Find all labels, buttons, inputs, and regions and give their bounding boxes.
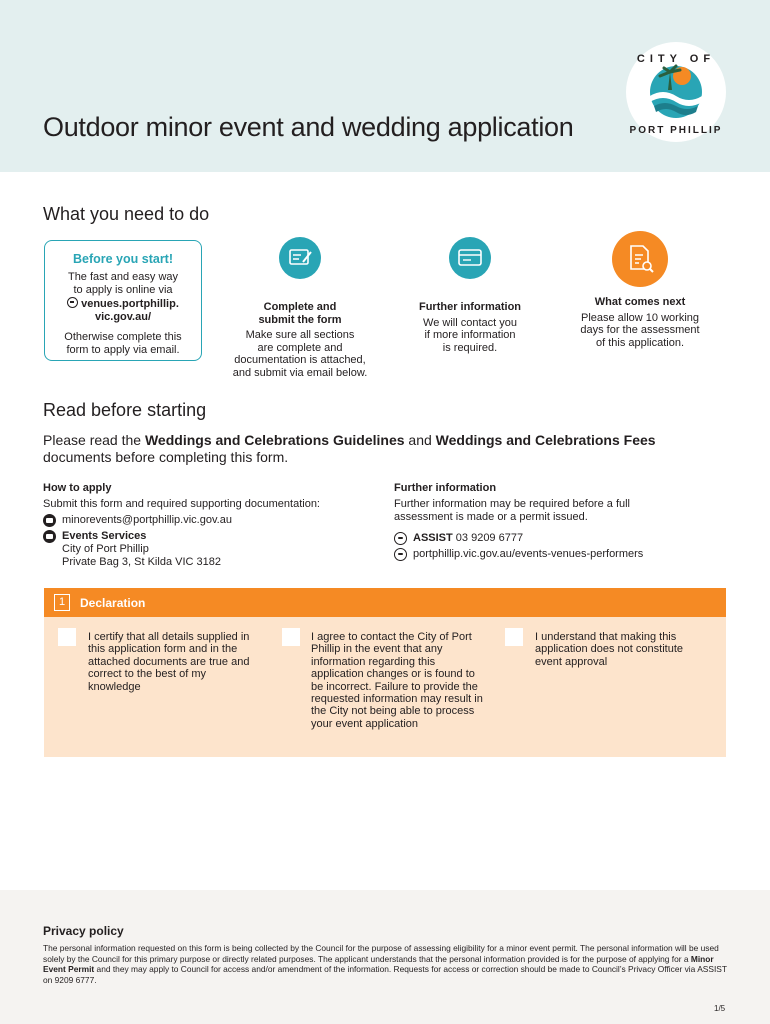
venues-link[interactable]: venues.portphillip. [45,297,201,311]
venues-link-cont[interactable]: vic.gov.au/ [94,311,152,323]
page-header [0,0,770,172]
declaration-title: Declaration [80,596,146,610]
website-link[interactable]: portphillip.vic.gov.au/events-venues-performers [413,548,644,560]
mail-icon [43,530,56,543]
agree-contact-text: I agree to contact the City of Port Phillip in the event that any information regarding this application changes or is found to be incorrect. Failure to provide the requested information may result in the City not being able to process your event application [311,631,483,730]
further-information: Further information Further information may be required before a full assessment is made or a permit issued. ASSIST 03 9209 6777 portphillip.vic.gov.au/events-venues-performers [394,482,734,561]
step-what-comes-next: What comes next Please allow 10 working days for the assessment of this application. [559,237,721,349]
svg-text:CITY OF: CITY OF [636,53,716,65]
email-icon [43,514,56,527]
document-search-icon [612,231,668,287]
page-title: Outdoor minor event and wedding application [43,112,574,142]
how-to-apply: How to apply Submit this form and required supporting documentation: minorevents@portphillip.vic.gov.au Events Services City of Port Phillip Private Bag 3, St Kilda VIC 3182 [43,482,383,569]
fees-link[interactable]: Weddings and Celebrations Fees [435,432,656,448]
read-before-heading: Read before starting [43,400,207,420]
post-row: Events Services [43,530,383,543]
agree-contact-checkbox[interactable] [282,628,300,646]
card-icon [449,237,491,279]
privacy-text: The personal information requested on this form is being collected by the Council for the purpose of assessing eligibility for a minor event permit. The personal information will be used solely by the Council for this primary purpose or directly related purposes. The applicant understands that the personal information provided is for the purpose of applying for a Minor Event Permit and they may apply to Council for access and/or amendment of the information. Requests for access or correction should be made to Council’s Privacy Officer via ASSIST on 9209 6777. [43,943,727,985]
before-you-start-box [44,240,202,361]
web-icon [394,548,407,561]
section-number: 1 [54,594,70,611]
web-icon [67,297,78,308]
phone-number[interactable]: 03 9209 6777 [452,532,524,544]
understand-checkbox[interactable] [505,628,523,646]
before-line-2: to apply is online via [73,284,173,296]
before-you-start-title: Before you start! [72,252,174,266]
certify-checkbox[interactable] [58,628,76,646]
svg-text:PORT PHILLIP: PORT PHILLIP [629,125,723,136]
before-line-3: Otherwise complete this [64,331,182,343]
step-complete-form: Complete and submit the form Make sure all sections are complete and documentation is attached, and submit via email below. [219,237,381,379]
page-number: 1/5 [714,1004,726,1013]
form-icon [279,237,321,279]
declaration-header [44,588,726,617]
how-to-apply-heading: How to apply [43,482,112,494]
certify-text: I certify that all details supplied in this application form and in the attached documents are true and correct to the best of my knowledge [88,631,250,693]
guidelines-link[interactable]: Weddings and Celebrations Guidelines [144,432,405,448]
before-line-4: form to apply via email. [66,344,180,356]
email-link[interactable]: minorevents@portphillip.vic.gov.au [62,514,232,526]
email-row [43,514,383,527]
further-info-heading: Further information [394,482,497,494]
step-further-information: Further information We will contact you if more information is required. [389,237,551,354]
city-of-port-phillip-logo [624,40,728,144]
before-line-1: The fast and easy way [67,271,179,283]
understand-text: I understand that making this application does not constitute event approval [535,631,683,668]
privacy-footer [0,890,770,1024]
read-instructions: Please read the Weddings and Celebrations Guidelines and Weddings and Celebrations Fees documents before completing this form. [43,432,656,465]
web-row [394,548,734,561]
declaration-body [44,617,726,757]
privacy-heading: Privacy policy [43,924,124,938]
phone-row: ASSIST 03 9209 6777 [394,532,734,545]
phone-icon [394,532,407,545]
what-you-need-heading: What you need to do [43,204,210,224]
